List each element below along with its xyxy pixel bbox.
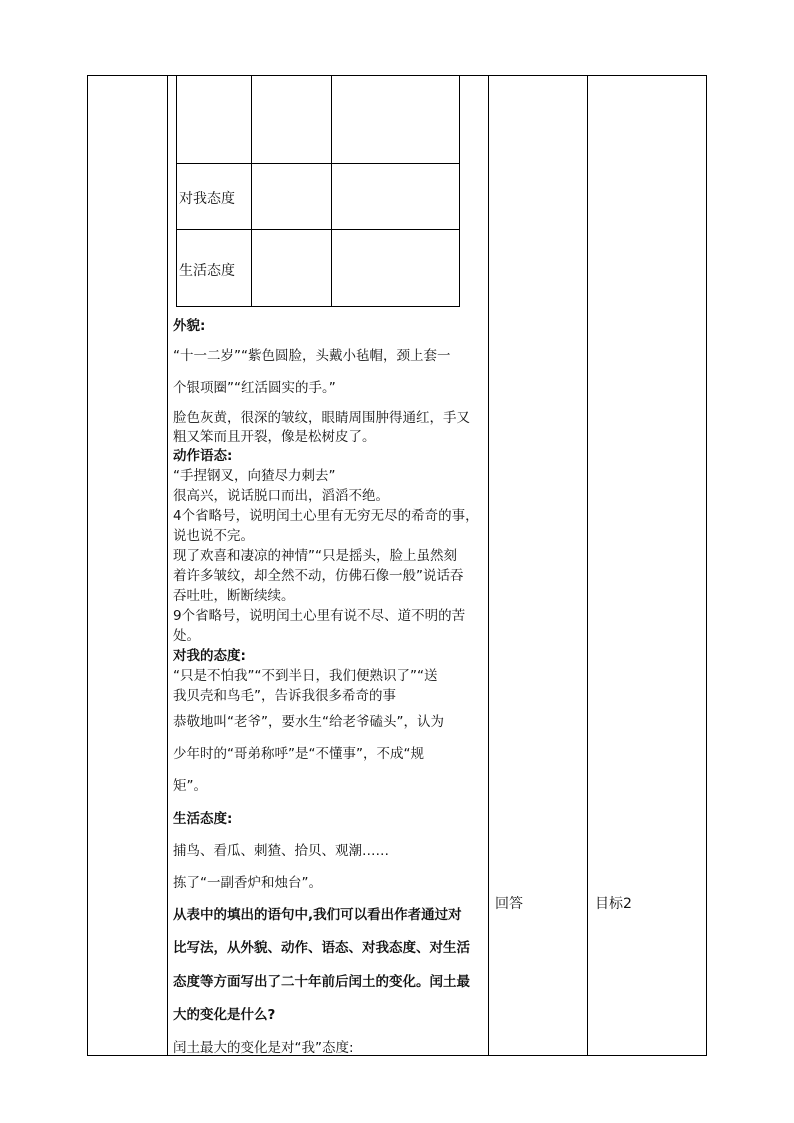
attitude-text: 少年时的“哥弟称呼”是“不懂事”，不成“规	[173, 746, 424, 762]
action-text: 9个省略号，说明闰土心里有说不尽、道不明的苦	[173, 608, 466, 624]
action-text: 说也说不完。	[173, 528, 254, 544]
appearance-text: 脸色灰黄，很深的皱纹，眼睛周围肿得通红，手又	[173, 410, 470, 426]
inner-row-divider	[177, 163, 459, 164]
appearance-heading: 外貌:	[173, 318, 206, 334]
action-text: 吞吐吐，断断续续。	[173, 588, 295, 604]
action-text: 很高兴，说话脱口而出，滔滔不绝。	[173, 488, 389, 504]
row-label-attitude-to-me: 对我态度	[179, 191, 235, 207]
appearance-text: 粗又笨而且开裂，像是松树皮了。	[173, 429, 376, 445]
life-text: 捕鸟、看瓜、刺猹、拾贝、观潮……	[173, 843, 389, 859]
row-label-life-attitude: 生活态度	[179, 263, 235, 279]
column-divider	[587, 76, 588, 1055]
action-heading: 动作语态:	[173, 448, 233, 464]
action-text: “手捏钢叉，向猹尽力刺去”	[173, 468, 336, 484]
attitude-text: 恭敬地叫“老爷”，要水生“给老爷磕头”，认为	[173, 714, 444, 730]
comparison-table	[176, 76, 460, 307]
summary-text: 大的变化是什么?	[173, 1007, 276, 1023]
attitude-heading: 对我的态度:	[173, 648, 246, 664]
summary-text: 从表中的填出的语句中,我们可以看出作者通过对	[173, 907, 462, 923]
inner-column-divider	[331, 76, 332, 306]
appearance-text: “十一二岁”“紫色圆脸，头戴小毡帽，颈上套一	[173, 348, 451, 364]
attitude-text: “只是不怕我”“不到半日，我们便熟识了”“送	[173, 668, 438, 684]
student-activity-cell: 回答	[495, 896, 523, 912]
life-text: 拣了“一副香炉和烛台”。	[173, 875, 322, 891]
action-text: 着许多皱纹，却全然不动，仿佛石像一般”说话吞	[173, 568, 464, 584]
column-divider	[167, 76, 168, 1055]
attitude-text: 矩”。	[173, 778, 207, 794]
summary-text: 态度等方面写出了二十年前后闰土的变化。闰土最	[173, 974, 470, 990]
column-divider	[488, 76, 489, 1055]
inner-row-divider	[177, 229, 459, 230]
lesson-table	[87, 75, 707, 1056]
inner-column-divider	[251, 76, 252, 306]
action-text: 4个省略号，说明闰土心里有无穷无尽的希奇的事，	[173, 508, 479, 524]
conclusion-text: 闰土最大的变化是对“我”态度:	[173, 1040, 354, 1056]
life-heading: 生活态度:	[173, 811, 233, 827]
summary-text: 比写法，从外貌、动作、语态、对我态度、对生活	[173, 940, 470, 956]
action-text: 处。	[173, 628, 200, 644]
appearance-text: 个银项圈”“红活圆实的手。”	[173, 380, 336, 396]
goal-cell: 目标2	[595, 896, 632, 912]
attitude-text: 我贝壳和鸟毛”，告诉我很多希奇的事	[173, 688, 396, 704]
action-text: 现了欢喜和凄凉的神情”“只是摇头，脸上虽然刻	[173, 548, 457, 564]
